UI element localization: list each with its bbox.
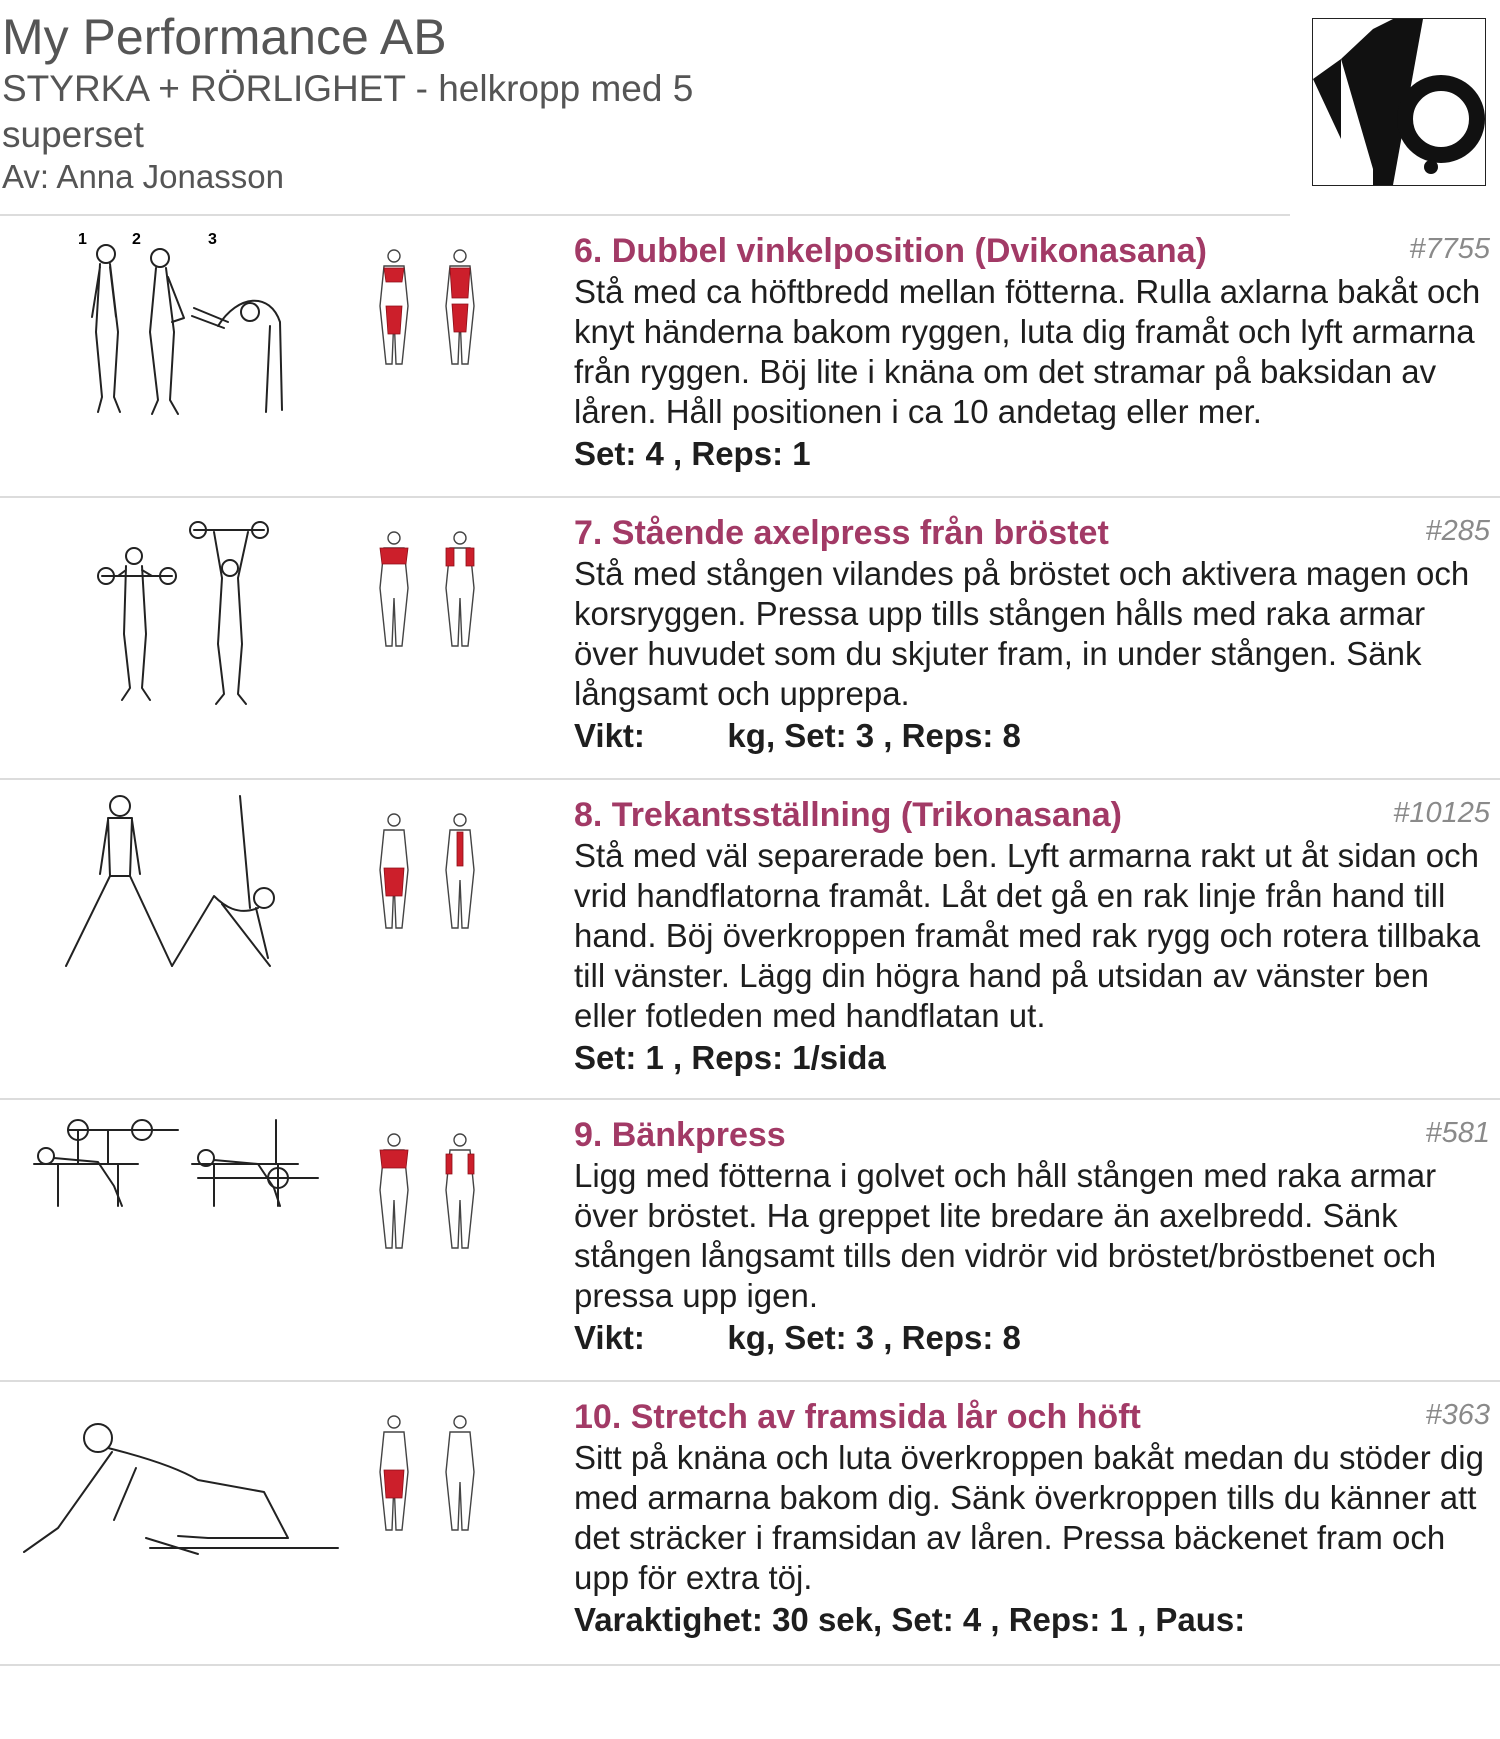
exercise-id: #285	[1425, 515, 1490, 547]
muscle-map	[360, 528, 496, 648]
exercise-params: Varaktighet: 30 sek, Set: 4 , Reps: 1 , Paus:	[574, 1601, 1246, 1638]
highlighted-muscle	[384, 1470, 404, 1498]
company-logo	[1312, 18, 1486, 186]
exercise-description: Stå med väl separerade ben. Lyft armarna rakt ut åt sidan och vrid handflatorna framåt. Låt det gå en rak linje från hand till hand. Böj överkroppen framåt med rak rygg och rotera tillbaka till vänster. Lägg din högra hand på utsidan av vänster ben eller fotleden med handflatan ut.	[574, 837, 1481, 1034]
exercise-illustration	[18, 222, 348, 472]
highlighted-muscle	[380, 1150, 408, 1168]
exercise-id: #581	[1425, 1117, 1490, 1149]
highlighted-muscle	[380, 548, 408, 564]
exercise-description: Sitt på knäna och luta överkroppen bakåt medan du stöder dig med armarna bakom dig. Sänk överkroppen tills du känner att det sträcker i framsidan av låren. Pressa bäckenet fram och upp för extra töj.	[574, 1439, 1484, 1596]
step-label: 2	[132, 231, 141, 248]
exercise-title: 6. Dubbel vinkelposition (Dvikonasana)	[574, 232, 1207, 270]
exercise-9	[0, 1100, 1500, 1382]
step-label: 1	[78, 231, 87, 248]
exercise-7	[0, 498, 1500, 780]
exercise-title: 9. Bänkpress	[574, 1116, 786, 1154]
exercise-params: Vikt: kg, Set: 3 , Reps: 8	[574, 717, 1021, 754]
exercise-illustration	[18, 504, 348, 754]
exercise-illustration	[18, 1388, 348, 1638]
exercise-title: 7. Stående axelpress från bröstet	[574, 514, 1109, 552]
exercise-8	[0, 780, 1500, 1100]
step-label: 3	[208, 231, 217, 248]
highlighted-muscle	[384, 868, 404, 896]
exercise-description: Stå med ca höftbredd mellan fötterna. Rulla axlarna bakåt och knyt händerna bakom ryggen, luta dig framåt och lyft armarna från ryggen. Böj lite i knäna om det stramar på baksidan av låren. Håll positionen i ca 10 andetag eller mer.	[574, 273, 1481, 430]
exercise-title: 8. Trekantsställning (Trikonasana)	[574, 796, 1122, 834]
exercise-params: Set: 4 , Reps: 1	[574, 435, 811, 472]
exercise-id: #7755	[1409, 233, 1490, 265]
muscle-map	[360, 810, 496, 930]
program-title: STYRKA + RÖRLIGHET - helkropp med 5 superset	[2, 68, 694, 155]
exercise-description: Stå med stången vilandes på bröstet och aktivera magen och korsryggen. Pressa upp tills stången hålls med raka armar över huvudet som du skjuter fram, in under stången. Sänk långsamt och upprepa.	[574, 555, 1470, 712]
exercise-title: 10. Stretch av framsida lår och höft	[574, 1398, 1141, 1436]
exercise-params: Set: 1 , Reps: 1/sida	[574, 1039, 886, 1076]
exercise-illustration	[18, 1106, 348, 1356]
company-name: My Performance AB	[2, 9, 447, 65]
exercise-params: Vikt: kg, Set: 3 , Reps: 8	[574, 1319, 1021, 1356]
exercise-illustration	[18, 786, 348, 1036]
exercise-6	[0, 216, 1500, 498]
muscle-map	[360, 246, 496, 366]
exercise-id: #10125	[1393, 797, 1490, 829]
exercise-description: Ligg med fötterna i golvet och håll stången med raka armar över bröstet. Ha greppet lite bredare än axelbredd. Sänk stången långsamt tills den vidrör vid bröstet/bröstbenet och pressa upp igen.	[574, 1157, 1437, 1314]
document-header	[0, 0, 1290, 216]
exercise-id: #363	[1425, 1399, 1490, 1431]
mp-logo-icon	[1313, 19, 1485, 185]
exercise-10	[0, 1382, 1500, 1666]
author-line: Av: Anna Jonasson	[2, 158, 284, 195]
highlighted-muscle	[457, 832, 463, 866]
muscle-map	[360, 1412, 496, 1532]
muscle-map	[360, 1130, 496, 1250]
